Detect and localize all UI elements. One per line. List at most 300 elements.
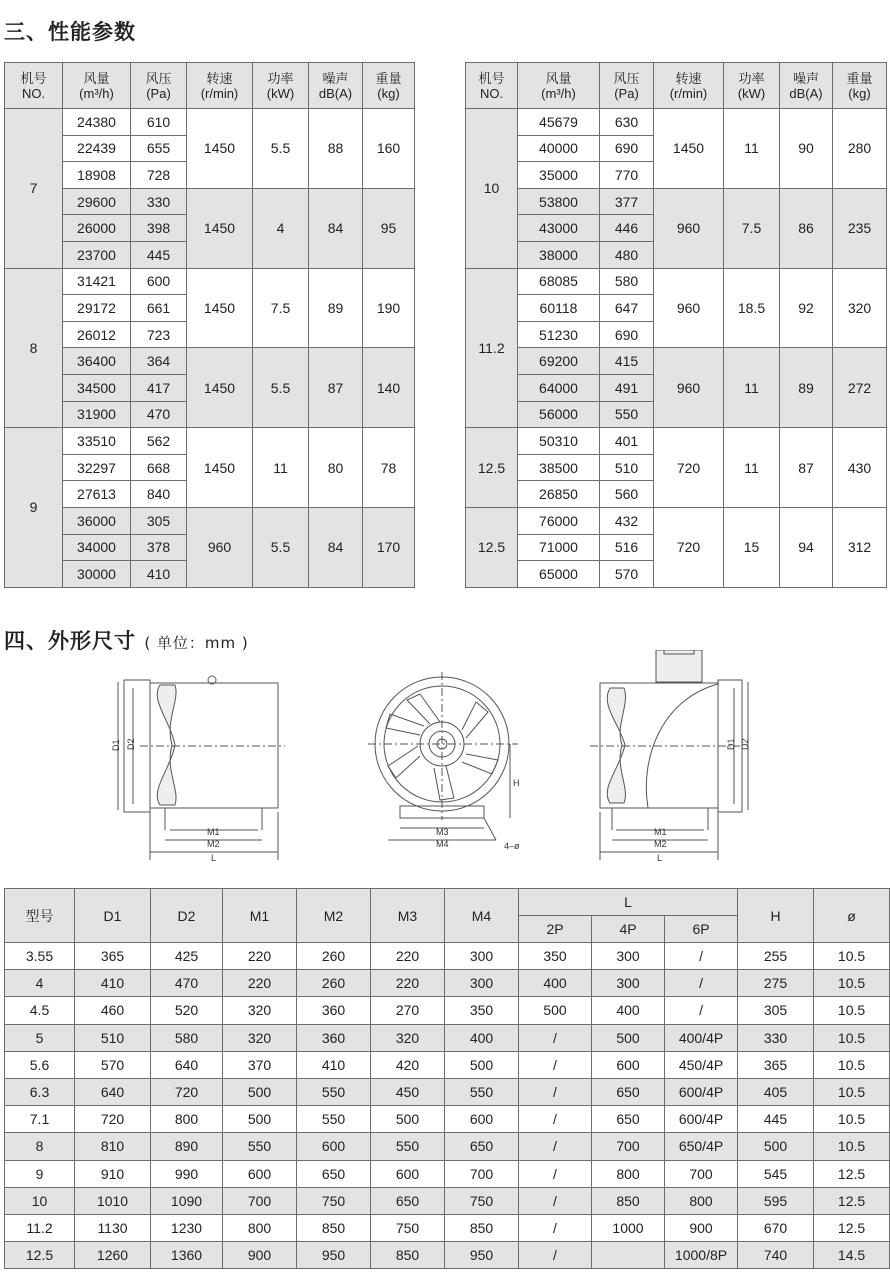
airflow-cell: 22439 <box>63 135 131 162</box>
dim-cell: 5 <box>5 1024 75 1051</box>
dim-cell: 545 <box>738 1160 814 1187</box>
dim-cell: 570 <box>75 1051 151 1078</box>
airflow-cell: 33510 <box>63 428 131 455</box>
dim-cell: 420 <box>371 1051 445 1078</box>
header-speed <box>654 63 724 109</box>
airflow-cell: 26850 <box>518 481 600 508</box>
label-h: H <box>513 778 520 788</box>
dim-cell: / <box>519 1214 592 1241</box>
dim-cell: 550 <box>297 1106 371 1133</box>
dim-cell: 410 <box>297 1051 371 1078</box>
header-noise-line: 噪声 <box>792 70 819 86</box>
dim-cell: 12.5 <box>814 1187 890 1214</box>
speed-cell: 1450 <box>187 268 253 348</box>
airflow-cell: 23700 <box>63 241 131 268</box>
dim-cell: 550 <box>297 1078 371 1105</box>
noise-cell: 84 <box>309 507 363 587</box>
table-row <box>5 943 890 970</box>
dim-cell <box>592 1242 665 1269</box>
pressure-cell: 432 <box>600 507 654 534</box>
dim-cell: 10.5 <box>814 943 890 970</box>
header-noise <box>309 63 363 109</box>
header-weight-line: 重量 <box>375 70 402 86</box>
pressure-cell: 562 <box>131 428 187 455</box>
dimension-title: 四、外形尺寸 <box>4 629 136 653</box>
dim-cell: 1360 <box>151 1242 223 1269</box>
airflow-cell: 64000 <box>518 374 600 401</box>
dim-cell: 14.5 <box>814 1242 890 1269</box>
pressure-cell: 398 <box>131 215 187 242</box>
pressure-cell: 510 <box>600 454 654 481</box>
dim-cell: 750 <box>371 1214 445 1241</box>
dim-cell: 890 <box>151 1133 223 1160</box>
power-cell: 15 <box>724 507 780 587</box>
noise-cell: 89 <box>309 268 363 348</box>
dim-cell: 12.5 <box>814 1214 890 1241</box>
airflow-cell: 26000 <box>63 215 131 242</box>
power-cell: 5.5 <box>253 109 309 189</box>
dim-cell: 800 <box>223 1214 297 1241</box>
dim-cell: 220 <box>223 970 297 997</box>
weight-cell: 170 <box>363 507 415 587</box>
airflow-cell: 71000 <box>518 534 600 561</box>
header-airflow <box>63 63 131 109</box>
power-cell: 18.5 <box>724 268 780 348</box>
dim-cell: 720 <box>75 1106 151 1133</box>
header-power <box>724 63 780 109</box>
pressure-cell: 728 <box>131 162 187 189</box>
dim-cell: 1260 <box>75 1242 151 1269</box>
table-row <box>5 1024 890 1051</box>
dim-cell: 600/4P <box>665 1106 738 1133</box>
header-weight <box>833 63 887 109</box>
pressure-cell: 491 <box>600 374 654 401</box>
header-noise-line: dB(A) <box>318 85 353 101</box>
airflow-cell: 38500 <box>518 454 600 481</box>
dim-cell: 370 <box>223 1051 297 1078</box>
dim-cell: 500 <box>738 1133 814 1160</box>
dim-cell: 275 <box>738 970 814 997</box>
dim-cell: 600 <box>445 1106 519 1133</box>
airflow-cell: 45679 <box>518 109 600 136</box>
pressure-cell: 647 <box>600 295 654 322</box>
weight-cell: 312 <box>833 507 887 587</box>
speed-cell: 960 <box>654 188 724 268</box>
pressure-cell: 364 <box>131 348 187 375</box>
dim-cell: 425 <box>151 943 223 970</box>
table-row <box>5 1214 890 1241</box>
dim-cell: 510 <box>75 1024 151 1051</box>
dim-cell: 550 <box>223 1133 297 1160</box>
dim-cell: 1090 <box>151 1187 223 1214</box>
airflow-cell: 56000 <box>518 401 600 428</box>
dim-cell: 640 <box>151 1051 223 1078</box>
dim-header: H <box>738 889 814 943</box>
dim-cell: 410 <box>75 970 151 997</box>
dim-cell: 400 <box>592 997 665 1024</box>
dim-cell: 330 <box>738 1024 814 1051</box>
dim-cell: 850 <box>297 1214 371 1241</box>
header-weight <box>363 63 415 109</box>
airflow-cell: 34500 <box>63 374 131 401</box>
speed-cell: 960 <box>187 507 253 587</box>
speed-cell: 1450 <box>654 109 724 189</box>
dim-cell: 300 <box>592 970 665 997</box>
performance-table-left <box>4 62 415 588</box>
dim-cell: / <box>665 997 738 1024</box>
header-speed-line: (r/min) <box>200 85 239 101</box>
dim-cell: 12.5 <box>814 1160 890 1187</box>
weight-cell: 160 <box>363 109 415 189</box>
dim-cell: / <box>519 1187 592 1214</box>
header-airflow-line: 风量 <box>545 70 572 86</box>
noise-cell: 84 <box>309 188 363 268</box>
dim-cell: 650 <box>445 1133 519 1160</box>
table-row <box>5 970 890 997</box>
dim-cell: 720 <box>151 1078 223 1105</box>
weight-cell: 78 <box>363 428 415 508</box>
weight-cell: 235 <box>833 188 887 268</box>
dim-cell: 910 <box>75 1160 151 1187</box>
dimension-unit: ( 单位：mm ) <box>144 634 249 652</box>
table-row <box>5 1187 890 1214</box>
airflow-cell: 29172 <box>63 295 131 322</box>
pressure-cell: 305 <box>131 507 187 534</box>
dim-cell: 9 <box>5 1160 75 1187</box>
header-no-line: 机号 <box>478 70 505 86</box>
dim-cell: 600/4P <box>665 1078 738 1105</box>
dim-cell: 320 <box>223 997 297 1024</box>
dim-cell: 11.2 <box>5 1214 75 1241</box>
dim-cell: 650 <box>371 1187 445 1214</box>
pressure-cell: 445 <box>131 241 187 268</box>
header-noise <box>780 63 833 109</box>
machine-no: 9 <box>5 428 63 588</box>
dim-cell: 350 <box>445 997 519 1024</box>
header-pressure <box>131 63 187 109</box>
dim-cell: / <box>519 1106 592 1133</box>
dim-cell: 500 <box>371 1106 445 1133</box>
speed-cell: 1450 <box>187 109 253 189</box>
dim-cell: / <box>519 1078 592 1105</box>
airflow-cell: 53800 <box>518 188 600 215</box>
noise-cell: 90 <box>780 109 833 189</box>
header-no <box>466 63 518 109</box>
dim-cell: 700 <box>665 1160 738 1187</box>
airflow-cell: 30000 <box>63 561 131 588</box>
dim-cell: 600 <box>371 1160 445 1187</box>
header-airflow-line: 风量 <box>83 70 110 86</box>
dim-cell: 10.5 <box>814 1024 890 1051</box>
pressure-cell: 550 <box>600 401 654 428</box>
pressure-cell: 655 <box>131 135 187 162</box>
airflow-cell: 29600 <box>63 188 131 215</box>
pressure-cell: 661 <box>131 295 187 322</box>
dim-cell: 270 <box>371 997 445 1024</box>
power-cell: 11 <box>724 109 780 189</box>
dim-cell: 4 <box>5 970 75 997</box>
speed-cell: 720 <box>654 428 724 508</box>
airflow-cell: 51230 <box>518 321 600 348</box>
dim-cell: 850 <box>592 1187 665 1214</box>
dim-cell: / <box>519 1242 592 1269</box>
dim-cell: / <box>519 1024 592 1051</box>
machine-no: 12.5 <box>466 507 518 587</box>
dim-cell: 810 <box>75 1133 151 1160</box>
pressure-cell: 668 <box>131 454 187 481</box>
pressure-cell: 840 <box>131 481 187 508</box>
dim-cell: 550 <box>445 1078 519 1105</box>
dim-cell: 10.5 <box>814 997 890 1024</box>
header-weight-line: (kg) <box>377 85 400 101</box>
pressure-cell: 516 <box>600 534 654 561</box>
header-no-line: NO. <box>479 85 504 101</box>
noise-cell: 86 <box>780 188 833 268</box>
noise-cell: 87 <box>309 348 363 428</box>
power-cell: 11 <box>724 348 780 428</box>
label-d1-right: D1 <box>726 738 736 750</box>
machine-no: 8 <box>5 268 63 428</box>
dim-cell: 600 <box>223 1160 297 1187</box>
machine-no: 11.2 <box>466 268 518 428</box>
label-d1: D1 <box>111 739 121 751</box>
dim-cell: 260 <box>297 943 371 970</box>
weight-cell: 280 <box>833 109 887 189</box>
dim-cell: 365 <box>75 943 151 970</box>
dim-cell: 10.5 <box>814 1133 890 1160</box>
front-view-diagram <box>368 672 518 840</box>
header-power-line: (kW) <box>737 85 766 101</box>
dim-cell: / <box>665 970 738 997</box>
pressure-cell: 570 <box>600 561 654 588</box>
header-pressure <box>600 63 654 109</box>
dim-cell: 220 <box>371 970 445 997</box>
power-cell: 5.5 <box>253 348 309 428</box>
power-cell: 11 <box>724 428 780 508</box>
section-title-performance: 三、性能参数 <box>4 20 136 44</box>
pressure-cell: 330 <box>131 188 187 215</box>
dim-cell: / <box>519 1133 592 1160</box>
header-speed-line: 转速 <box>206 70 233 86</box>
header-weight-line: 重量 <box>846 70 873 86</box>
header-speed-line: (r/min) <box>669 85 708 101</box>
dim-cell: 600 <box>592 1051 665 1078</box>
dim-cell: 700 <box>445 1160 519 1187</box>
dim-header: M1 <box>223 889 297 943</box>
airflow-cell: 24380 <box>63 109 131 136</box>
pressure-cell: 480 <box>600 241 654 268</box>
airflow-cell: 40000 <box>518 135 600 162</box>
dim-cell: 320 <box>223 1024 297 1051</box>
dim-cell: 460 <box>75 997 151 1024</box>
pressure-cell: 470 <box>131 401 187 428</box>
airflow-cell: 65000 <box>518 561 600 588</box>
dim-cell: 4.5 <box>5 997 75 1024</box>
header-airflow <box>518 63 600 109</box>
noise-cell: 87 <box>780 428 833 508</box>
weight-cell: 190 <box>363 268 415 348</box>
airflow-cell: 68085 <box>518 268 600 295</box>
dim-cell: 1000 <box>592 1214 665 1241</box>
table-row <box>5 1106 890 1133</box>
header-pressure-line: 风压 <box>613 70 640 86</box>
dim-cell: 600 <box>297 1133 371 1160</box>
pressure-cell: 580 <box>600 268 654 295</box>
dim-cell: 400 <box>519 970 592 997</box>
power-cell: 4 <box>253 188 309 268</box>
dim-cell: 3.55 <box>5 943 75 970</box>
dim-header: 型号 <box>5 889 75 943</box>
header-airflow-line: (m³/h) <box>541 85 576 101</box>
dim-cell: 450/4P <box>665 1051 738 1078</box>
header-pressure-line: (Pa) <box>614 85 639 101</box>
airflow-cell: 35000 <box>518 162 600 189</box>
pressure-cell: 417 <box>131 374 187 401</box>
airflow-cell: 60118 <box>518 295 600 322</box>
dim-cell: 255 <box>738 943 814 970</box>
header-power-line: (kW) <box>266 85 295 101</box>
speed-cell: 1450 <box>187 188 253 268</box>
dim-cell: 405 <box>738 1078 814 1105</box>
airflow-cell: 26012 <box>63 321 131 348</box>
airflow-cell: 69200 <box>518 348 600 375</box>
dim-header: ø <box>814 889 890 943</box>
motor-side-view-diagram <box>590 650 748 860</box>
pressure-cell: 690 <box>600 135 654 162</box>
dim-cell: 360 <box>297 1024 371 1051</box>
dim-cell: 670 <box>738 1214 814 1241</box>
header-power-line: 功率 <box>267 70 294 86</box>
dim-cell: 550 <box>371 1133 445 1160</box>
dim-cell: 1230 <box>151 1214 223 1241</box>
pressure-cell: 560 <box>600 481 654 508</box>
dim-cell: 500 <box>223 1106 297 1133</box>
dim-header: D1 <box>75 889 151 943</box>
label-m1: M1 <box>207 827 220 837</box>
dim-cell: 10.5 <box>814 1078 890 1105</box>
dim-cell: 950 <box>297 1242 371 1269</box>
dim-cell: 580 <box>151 1024 223 1051</box>
power-cell: 7.5 <box>724 188 780 268</box>
dim-cell: 740 <box>738 1242 814 1269</box>
dim-cell: 640 <box>75 1078 151 1105</box>
dim-cell: 12.5 <box>5 1242 75 1269</box>
weight-cell: 272 <box>833 348 887 428</box>
label-m4: M4 <box>436 839 449 849</box>
dim-cell: 7.1 <box>5 1106 75 1133</box>
dim-cell: 950 <box>445 1242 519 1269</box>
dim-cell: 900 <box>665 1214 738 1241</box>
dim-header: M2 <box>297 889 371 943</box>
table-row <box>5 1051 890 1078</box>
pressure-cell: 630 <box>600 109 654 136</box>
dim-cell: 650/4P <box>665 1133 738 1160</box>
label-l-right: L <box>657 853 663 863</box>
dim-header: D2 <box>151 889 223 943</box>
dim-cell: 1010 <box>75 1187 151 1214</box>
pressure-cell: 378 <box>131 534 187 561</box>
machine-no: 7 <box>5 109 63 269</box>
dim-cell: 750 <box>445 1187 519 1214</box>
airflow-cell: 36000 <box>63 507 131 534</box>
dim-cell: 260 <box>297 970 371 997</box>
dim-header: M4 <box>445 889 519 943</box>
dim-cell: 360 <box>297 997 371 1024</box>
dim-header-l: L <box>519 889 738 916</box>
header-pressure-line: 风压 <box>145 70 172 86</box>
dim-cell: 500 <box>592 1024 665 1051</box>
machine-no: 10 <box>466 109 518 269</box>
label-d2: D2 <box>126 738 136 750</box>
dim-cell: 365 <box>738 1051 814 1078</box>
dim-cell: 10 <box>5 1187 75 1214</box>
pressure-cell: 600 <box>131 268 187 295</box>
dim-cell: 650 <box>592 1078 665 1105</box>
power-cell: 11 <box>253 428 309 508</box>
dim-cell: 220 <box>371 943 445 970</box>
dim-cell: 320 <box>371 1024 445 1051</box>
power-cell: 7.5 <box>253 268 309 348</box>
noise-cell: 92 <box>780 268 833 348</box>
dim-cell: 520 <box>151 997 223 1024</box>
airflow-cell: 18908 <box>63 162 131 189</box>
side-view-diagram <box>118 676 285 860</box>
pressure-cell: 415 <box>600 348 654 375</box>
power-cell: 5.5 <box>253 507 309 587</box>
airflow-cell: 43000 <box>518 215 600 242</box>
dim-cell: 650 <box>592 1106 665 1133</box>
pressure-cell: 446 <box>600 215 654 242</box>
noise-cell: 89 <box>780 348 833 428</box>
airflow-cell: 36400 <box>63 348 131 375</box>
airflow-cell: 38000 <box>518 241 600 268</box>
dim-cell: 700 <box>223 1187 297 1214</box>
header-power <box>253 63 309 109</box>
airflow-cell: 76000 <box>518 507 600 534</box>
dim-cell: 400/4P <box>665 1024 738 1051</box>
dim-cell: 445 <box>738 1106 814 1133</box>
label-m2-right: M2 <box>654 839 667 849</box>
dim-cell: 300 <box>445 943 519 970</box>
table-row <box>5 1078 890 1105</box>
weight-cell: 95 <box>363 188 415 268</box>
dim-cell: 700 <box>592 1133 665 1160</box>
table-row <box>5 1242 890 1269</box>
dim-cell: 1000/8P <box>665 1242 738 1269</box>
dim-cell: 650 <box>297 1160 371 1187</box>
weight-cell: 320 <box>833 268 887 348</box>
dim-header-pole: 6P <box>665 916 738 943</box>
fan-outline-diagrams <box>0 650 890 875</box>
speed-cell: 1450 <box>187 428 253 508</box>
label-m1-right: M1 <box>654 827 667 837</box>
header-airflow-line: (m³/h) <box>79 85 114 101</box>
pressure-cell: 690 <box>600 321 654 348</box>
dim-header-pole: 4P <box>592 916 665 943</box>
machine-no: 12.5 <box>466 428 518 508</box>
dim-cell: 400 <box>445 1024 519 1051</box>
header-no-line: NO. <box>21 85 46 101</box>
dim-cell: 500 <box>519 997 592 1024</box>
label-m3: M3 <box>436 827 449 837</box>
dim-header: M3 <box>371 889 445 943</box>
dim-cell: 500 <box>223 1078 297 1105</box>
label-m2: M2 <box>207 839 220 849</box>
label-l: L <box>211 853 217 863</box>
dim-cell: 300 <box>592 943 665 970</box>
dim-cell: 5.6 <box>5 1051 75 1078</box>
airflow-cell: 34000 <box>63 534 131 561</box>
